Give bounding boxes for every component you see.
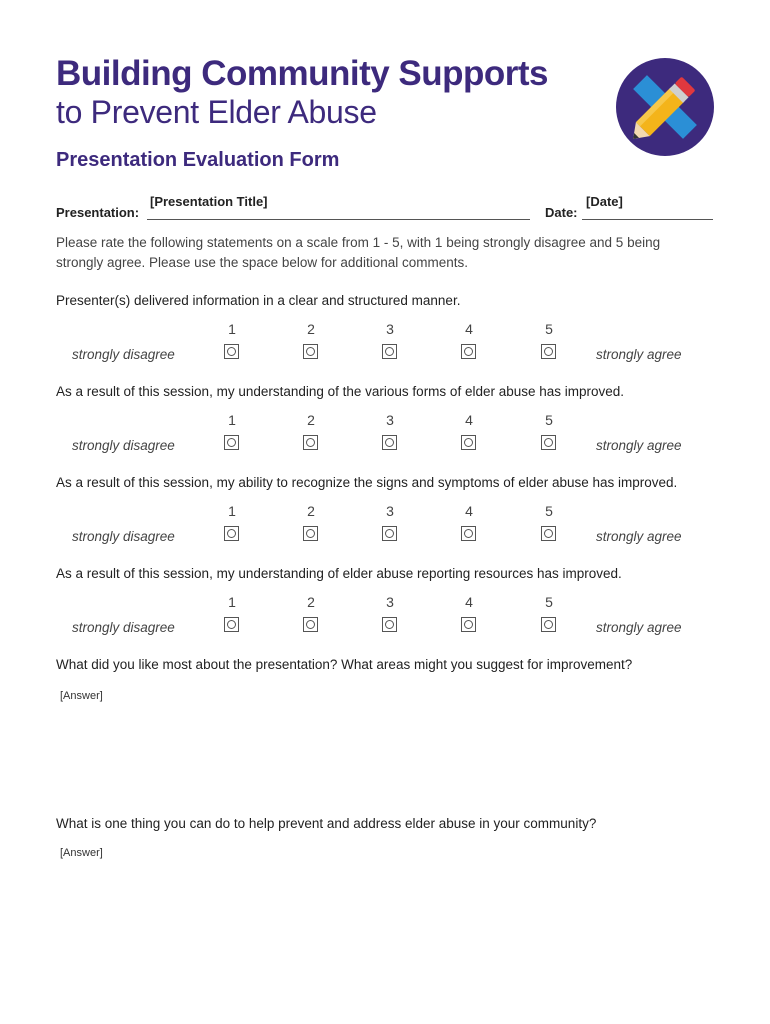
date-underline [582,219,713,220]
q3-rating-5-radio[interactable] [541,526,556,541]
q2-rating-5-radio[interactable] [541,435,556,450]
scale-number-2: 2 [307,594,315,610]
q4-rating-5-radio[interactable] [541,617,556,632]
presentation-underline [147,219,530,220]
scale-number-1: 1 [228,321,236,337]
scale-number-3: 3 [386,503,394,519]
strongly-agree-label: strongly agree [596,438,682,453]
answer-field-2[interactable]: [Answer] [60,847,103,859]
scale-number-5: 5 [545,594,553,610]
q1-rating-3-radio[interactable] [382,344,397,359]
strongly-disagree-label: strongly disagree [72,347,175,362]
scale-number-3: 3 [386,594,394,610]
scale-number-1: 1 [228,594,236,610]
answer-field-1[interactable]: [Answer] [60,690,103,702]
scale-number-2: 2 [307,321,315,337]
q4-rating-1-radio[interactable] [224,617,239,632]
scale-number-1: 1 [228,503,236,519]
form-subtitle: to Prevent Elder Abuse [56,94,377,130]
form-title-main: Building Community Supports [56,54,549,93]
evaluation-form-heading: Presentation Evaluation Form [56,149,340,171]
scale-number-2: 2 [307,412,315,428]
q2-rating-1-radio[interactable] [224,435,239,450]
scale-number-3: 3 [386,321,394,337]
date-label: Date: [545,205,578,220]
scale-number-2: 2 [307,503,315,519]
q2-rating-3-radio[interactable] [382,435,397,450]
q3-rating-1-radio[interactable] [224,526,239,541]
q2-rating-4-radio[interactable] [461,435,476,450]
scale-number-3: 3 [386,412,394,428]
q4-rating-2-radio[interactable] [303,617,318,632]
rating-question-3: As a result of this session, my ability to recognize the signs and symptoms of elder abuse has improved. [56,475,678,490]
q1-rating-4-radio[interactable] [461,344,476,359]
scale-number-5: 5 [545,412,553,428]
scale-number-4: 4 [465,412,473,428]
q1-rating-5-radio[interactable] [541,344,556,359]
q3-rating-2-radio[interactable] [303,526,318,541]
strongly-agree-label: strongly agree [596,620,682,635]
rating-question-1: Presenter(s) delivered information in a clear and structured manner. [56,293,461,308]
instructions-text: Please rate the following statements on a scale from 1 - 5, with 1 being strongly disagree and 5 being strongly agree. Please use the space below for additional comments. [56,235,661,270]
q1-rating-2-radio[interactable] [303,344,318,359]
pencil-logo-icon [616,58,714,156]
q1-rating-1-radio[interactable] [224,344,239,359]
date-field[interactable]: [Date] [586,194,623,209]
q3-rating-3-radio[interactable] [382,526,397,541]
scale-number-4: 4 [465,503,473,519]
scale-number-5: 5 [545,503,553,519]
strongly-disagree-label: strongly disagree [72,620,175,635]
strongly-disagree-label: strongly disagree [72,529,175,544]
rating-question-2: As a result of this session, my understanding of the various forms of elder abuse has improved. [56,384,625,399]
presentation-title-field[interactable]: [Presentation Title] [150,194,268,209]
strongly-agree-label: strongly agree [596,347,682,362]
q2-rating-2-radio[interactable] [303,435,318,450]
open-question-1: What did you like most about the presentation? What areas might you suggest for improvement? [56,657,633,672]
q4-rating-3-radio[interactable] [382,617,397,632]
presentation-label: Presentation: [56,205,140,220]
scale-number-4: 4 [465,594,473,610]
rating-question-4: As a result of this session, my understanding of elder abuse reporting resources has improved. [56,566,622,581]
q4-rating-4-radio[interactable] [461,617,476,632]
scale-number-5: 5 [545,321,553,337]
strongly-disagree-label: strongly disagree [72,438,175,453]
open-question-2: What is one thing you can do to help prevent and address elder abuse in your community? [56,816,597,831]
scale-number-4: 4 [465,321,473,337]
strongly-agree-label: strongly agree [596,529,682,544]
q3-rating-4-radio[interactable] [461,526,476,541]
scale-number-1: 1 [228,412,236,428]
